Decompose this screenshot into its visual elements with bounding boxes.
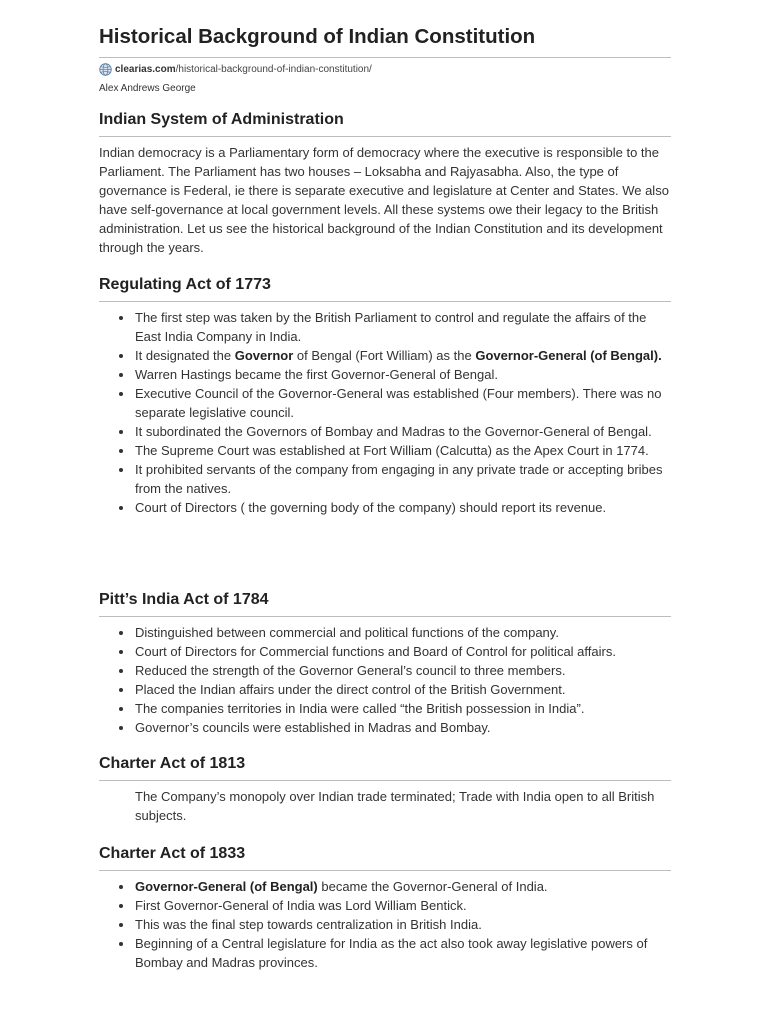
section-paragraph: Indian democracy is a Parliamentary form of democracy where the executive is responsible to the Parliament. The Parliament has two houses – Loksabha and Rajyasabha. Also, the type of governance is Federal, ie there is separate executive and legislature at Center and States. We also have self-governance at local government levels. All these systems owe their legacy to the British administration. Let us see the historical background of the Indian Constitution and its development through the years. <box>99 145 669 255</box>
section-heading: Charter Act of 1833 <box>99 845 246 862</box>
bullet-list <box>99 877 671 972</box>
list-item: It prohibited servants of the company from engaging in any private trade or accepting bribes from the natives. <box>99 460 671 498</box>
section-regulating-act-1773 <box>99 274 671 517</box>
document-content <box>99 22 671 970</box>
section-divider <box>99 301 671 302</box>
list-item-text: became the Governor-General of India. <box>317 879 548 894</box>
list-item: Warren Hastings became the first Governor-General of Bengal. <box>99 365 671 384</box>
list-item <box>99 877 671 896</box>
list-item <box>99 346 671 365</box>
source-domain: clearias.com <box>115 63 176 75</box>
list-item: Beginning of a Central legislature for India as the act also took away legislative powers of Bombay and Madras provinces. <box>99 934 671 972</box>
section-heading: Indian System of Administration <box>99 111 344 128</box>
section-charter-act-1813 <box>99 753 671 825</box>
section-heading: Pitt’s India Act of 1784 <box>99 591 269 608</box>
section-divider <box>99 780 671 781</box>
list-item-bold-text: Governor <box>234 348 294 363</box>
section-divider <box>99 136 671 137</box>
list-item: Placed the Indian affairs under the direct control of the British Government. <box>99 680 671 699</box>
list-item-bold-text: Governor-General (of Bengal). <box>475 348 662 363</box>
list-item: Reduced the strength of the Governor General’s council to three members. <box>99 661 671 680</box>
bullet-list <box>99 308 671 517</box>
list-item-text: It designated the <box>135 348 235 363</box>
title-divider <box>99 57 671 58</box>
list-item: The companies territories in India were called “the British possession in India”. <box>99 699 671 718</box>
section-charter-act-1833 <box>99 843 671 972</box>
list-item: The Supreme Court was established at Fort William (Calcutta) as the Apex Court in 1774. <box>99 441 671 460</box>
section-paragraph: The Company’s monopoly over Indian trade terminated; Trade with India open to all British subjects. <box>135 789 655 823</box>
source-path: /historical-background-of-indian-constitution/ <box>175 63 372 75</box>
section-divider <box>99 870 671 871</box>
list-item: This was the final step towards centralization in British India. <box>99 915 671 934</box>
globe-icon <box>99 63 112 76</box>
list-item: Court of Directors ( the governing body of the company) should report its revenue. <box>99 498 671 517</box>
page-title: Historical Background of Indian Constitution <box>99 25 536 48</box>
list-item: Executive Council of the Governor-General was established (Four members). There was no separate legislative council. <box>99 384 671 422</box>
list-item: First Governor-General of India was Lord William Bentick. <box>99 896 671 915</box>
section-heading: Charter Act of 1813 <box>99 755 246 772</box>
list-item: Distinguished between commercial and political functions of the company. <box>99 623 671 642</box>
list-item: Governor’s councils were established in Madras and Bombay. <box>99 718 671 737</box>
section-pitts-india-act-1784 <box>99 589 671 737</box>
list-item: Court of Directors for Commercial functions and Board of Control for political affairs. <box>99 642 671 661</box>
source-link[interactable] <box>99 61 671 77</box>
list-item-text: of Bengal (Fort William) as the <box>293 348 476 363</box>
bullet-list <box>99 623 671 737</box>
section-heading: Regulating Act of 1773 <box>99 276 271 293</box>
list-item: It subordinated the Governors of Bombay and Madras to the Governor-General of Bengal. <box>99 422 671 441</box>
list-item-bold-text: Governor-General (of Bengal) <box>135 879 318 894</box>
section-divider <box>99 616 671 617</box>
list-item: The first step was taken by the British Parliament to control and regulate the affairs of the East India Company in India. <box>99 308 671 346</box>
author-name: Alex Andrews George <box>99 83 196 94</box>
section-indian-system-of-administration <box>99 109 671 257</box>
